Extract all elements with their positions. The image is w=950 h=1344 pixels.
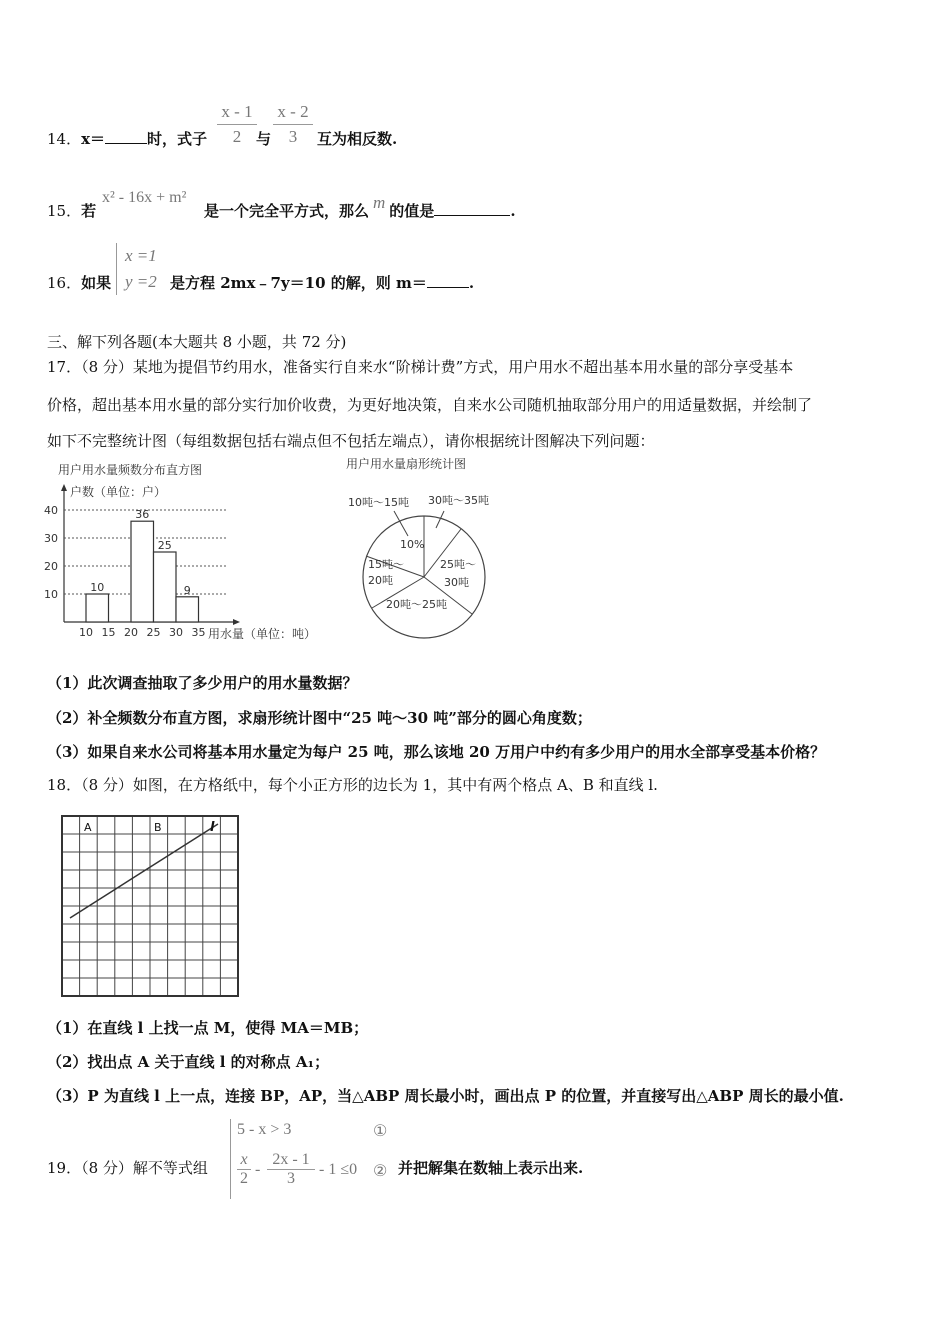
q19-frac2-num: 2x - 1 (272, 1151, 310, 1168)
histogram-ytick-10: 10 (44, 588, 58, 601)
q15-number: 15． (47, 202, 82, 220)
q16-eq2: y =2 (125, 272, 157, 291)
q19-ineq1-row (237, 1121, 291, 1139)
histogram-xtick-35: 35 (191, 626, 206, 639)
pie-label-25-30-b: 30吨 (444, 576, 469, 589)
q16-lead: 如果 (81, 274, 112, 292)
q19-frac2-den: 3 (287, 1170, 295, 1187)
q19-frac1-den: 2 (240, 1170, 248, 1187)
q16-rest (170, 272, 474, 293)
histogram-bar-10-15 (86, 594, 109, 622)
q19-frac1-num: x (240, 1151, 248, 1168)
histogram-chart (40, 458, 340, 648)
q14 (47, 128, 207, 149)
pie-label-30-35: 30吨～35吨 (428, 494, 489, 507)
q19-tail: 并把解集在数轴上表示出来. (398, 1159, 584, 1177)
q14-lead: x＝ (81, 130, 106, 148)
q18-sub3: （3）P 为直线 l 上一点，连接 BP，AP，当△ABP 周长最小时，画出点 P 的位置，并直接写出△ABP 周长的最小值. (47, 1087, 844, 1105)
histogram-ylabel: 户数（单位：户） (70, 485, 167, 499)
q17-sub3: （3）如果自来水公司将基本用水量定为每户 25 吨，那么该地 20 万用户中约有多少用户的用水全部享受基本价格？ (47, 743, 826, 761)
q19-ineq2-tail: - 1 ≤0 (319, 1161, 358, 1178)
point-a-label: A (84, 821, 92, 834)
histogram-xlabel: 用水量（单位：吨） (208, 627, 317, 641)
q14-frac1-den: 2 (232, 127, 242, 146)
q19-system (230, 1119, 407, 1199)
q14-tail: 互为相反数. (317, 130, 398, 148)
q16-system (116, 243, 157, 295)
histogram-value-label-10-15: 10 (90, 581, 105, 594)
histogram-title: 用户用水量频数分布直方图 (58, 463, 203, 477)
q19-number: 19．（8 分）解不等式组 (47, 1159, 208, 1177)
q15 (47, 200, 96, 221)
q16-mid: 是方程 2mx﹣7y＝10 的解，则 m＝ (170, 274, 427, 292)
q14-frac2-den: 3 (288, 127, 298, 146)
histogram-xtick-25: 25 (146, 626, 161, 639)
q15-tail: 的值是 (389, 202, 435, 220)
q16 (47, 272, 111, 293)
q18-sub1: （1）在直线 l 上找一点 M，使得 MA＝MB； (47, 1019, 369, 1037)
q19-mark2: ② (373, 1163, 388, 1180)
q16-eq1: x =1 (125, 246, 157, 265)
q14-mid: 时，式子 (147, 130, 208, 148)
histogram-bar-30-35 (176, 597, 199, 622)
q15-rest (204, 193, 516, 221)
pie-label-25-30-a: 25吨～ (440, 558, 476, 571)
q17-line3: 如下不完整统计图（每组数据包括右端点但不包括左端点），请你根据统计图解决下列问题： (47, 432, 655, 450)
q14-frac1-bar (217, 124, 257, 125)
q15-lead: 若 (81, 202, 97, 220)
q16-number: 16． (47, 274, 82, 292)
histogram-xtick-10: 10 (79, 626, 93, 639)
q14-and: 与 (256, 130, 272, 148)
q15-var: m (373, 193, 386, 212)
pie-pointer-1 (394, 511, 408, 536)
point-b-label: B (154, 821, 162, 834)
q15-expr: x² - 16x + m² (102, 189, 187, 206)
line-l (70, 824, 218, 918)
histogram-ytick-30: 30 (44, 532, 58, 545)
histogram-value-label-30-35: 9 (183, 583, 191, 597)
q19-ineq1: 5 - x > 3 (237, 1121, 292, 1138)
histogram-xtick-20: 20 (124, 626, 138, 639)
histogram-y-arrow (61, 484, 67, 491)
q14-answer-blank[interactable] (105, 131, 147, 144)
q14-frac2 (273, 102, 313, 147)
q16-end: . (468, 274, 475, 292)
q16-answer-blank[interactable] (427, 275, 469, 288)
histogram-xtick-30: 30 (169, 626, 183, 639)
q19-minus: - (255, 1161, 261, 1178)
pie-label-10-15: 10吨～15吨 (348, 496, 409, 509)
section-header: 三、解下列各题(本大题共 8 小题，共 72 分) (47, 333, 347, 351)
histogram-bar-20-25 (131, 521, 154, 622)
q14-frac2-num: x - 2 (277, 102, 309, 121)
q19-ineq2-frac2 (267, 1151, 315, 1188)
pie-label-10pct: 10% (400, 538, 425, 551)
histogram-x-arrow (233, 619, 240, 625)
q15-mid: 是一个完全平方式，那么 (204, 202, 370, 220)
q18-stem: 18．（8 分）如图，在方格纸中，每个小正方形的边长为 1，其中有两个格点 A、B 和直线 l. (47, 776, 658, 794)
q14-number: 14． (47, 130, 82, 148)
q14-frac2-bar (273, 124, 313, 125)
histogram-value-label-25-30: 25 (157, 539, 172, 552)
histogram-xtick-15: 15 (101, 626, 116, 639)
pie-chart (344, 456, 504, 646)
q18-sub2: （2）找出点 A 关于直线 l 的对称点 A₁； (47, 1053, 330, 1071)
q19-ineq2-frac1 (237, 1151, 251, 1188)
q17-sub2: （2）补全频数分布直方图，求扇形统计图中“25 吨～30 吨”部分的圆心角度数； (47, 709, 592, 727)
pie-title: 用户用水量扇形统计图 (346, 457, 467, 471)
histogram-value-label-20-25: 36 (135, 508, 150, 522)
histogram-bar-25-30 (154, 552, 177, 622)
histogram-ytick-40: 40 (44, 504, 58, 517)
pie-label-15-20-b: 20吨 (368, 574, 393, 587)
histogram-ytick-20: 20 (44, 560, 58, 573)
q17-line1: 17．（8 分）某地为提倡节约用水，准备实行自来水“阶梯计费”方式，用户用水不超出基本用水量的部分享受基本 (47, 358, 794, 376)
pie-label-20-25: 20吨～25吨 (386, 598, 447, 611)
q15-answer-blank[interactable] (434, 203, 510, 216)
q15-end: . (510, 202, 516, 220)
q17-sub1: （1）此次调查抽取了多少用户的用水量数据？ (47, 674, 358, 692)
q17-line2: 价格，超出基本用水量的部分实行加价收费，为更好地决策，自来水公司随机抽取部分用户的用适量数据，并绘制了 (47, 396, 813, 414)
pie-label-15-20-a: 15吨～ (368, 558, 404, 571)
q19-mark1: ① (373, 1123, 388, 1140)
line-l-label: l (210, 820, 215, 835)
grid-figure (58, 812, 244, 1000)
q14-frac1-num: x - 1 (221, 102, 253, 121)
q14-frac1 (217, 102, 257, 147)
